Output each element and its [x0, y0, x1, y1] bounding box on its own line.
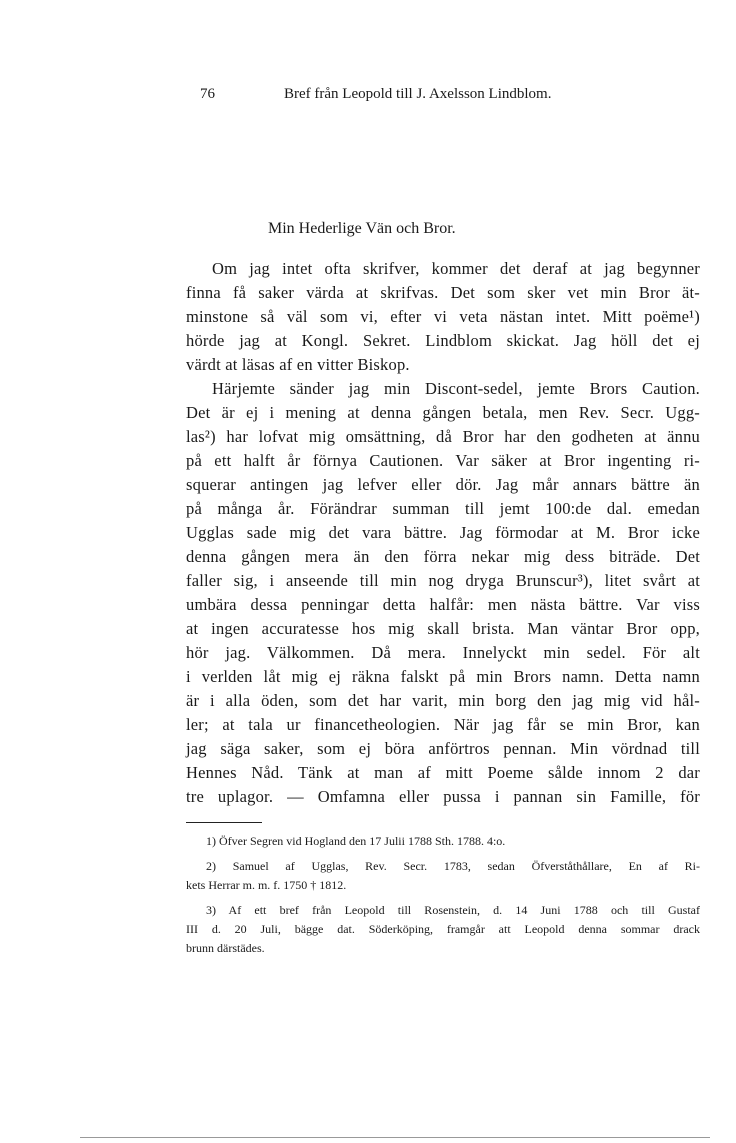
body-line: jag säga saker, som ej böra anförtros pennan. Min vördnad till — [186, 739, 700, 758]
body-line: på många år. Förändrar summan till jemt 100:de dal. emedan — [186, 499, 700, 518]
body-line: hör jag. Välkommen. Då mera. Innelyckt min sedel. För alt — [186, 643, 700, 662]
body-line: i verlden låt mig ej räkna falskt på min Brors namn. Detta namn — [186, 667, 700, 686]
letter-salutation: Min Hederlige Vän och Bror. — [268, 220, 456, 237]
body-line: Härjemte sänder jag min Discont-sedel, jemte Brors Caution. — [212, 379, 700, 398]
body-line: Det är ej i mening at denna gången betala, men Rev. Secr. Ugg- — [186, 403, 700, 422]
body-line: finna få saker värda at skrifvas. Det som sker vet min Bror ät- — [186, 283, 700, 302]
body-line: minstone så väl som vi, efter vi veta nästan intet. Mitt poëme¹) — [186, 307, 700, 326]
body-line: Ugglas sade mig det vara bättre. Jag förmodar at M. Bror icke — [186, 523, 700, 542]
footnote: III d. 20 Juli, bägge dat. Söderköping, framgår att Leopold denna sommar drack — [186, 922, 700, 936]
body-line: denna gången mera än den förra nekar mig dess biträde. Det — [186, 547, 700, 566]
body-line: ler; at tala ur financetheologien. När jag får se min Bror, kan — [186, 715, 700, 734]
footnote: brunn därstädes. — [186, 941, 265, 955]
body-line: umbära dessa penningar detta halfår: men nästa bättre. Var viss — [186, 595, 700, 614]
body-line: squerar antingen jag lefver eller dör. Jag mår annars bättre än — [186, 475, 700, 494]
footnote: 1) Öfver Segren vid Hogland den 17 Julii 1788 Sth. 1788. 4:o. — [206, 834, 506, 848]
footnote-divider — [186, 822, 262, 823]
footnote: kets Herrar m. m. f. 1750 † 1812. — [186, 878, 347, 892]
page-number: 76 — [200, 86, 215, 102]
body-line: hörde jag at Kongl. Sekret. Lindblom skickat. Jag höll det ej — [186, 331, 700, 350]
body-line: Om jag intet ofta skrifver, kommer det deraf at jag begynner — [212, 259, 700, 278]
body-line: at ingen accuratesse hos mig skall brista. Man väntar Bror opp, — [186, 619, 700, 638]
scan-edge-line — [80, 1137, 710, 1138]
footnote: 2) Samuel af Ugglas, Rev. Secr. 1783, sedan Öfverståthållare, En af Ri- — [206, 859, 700, 873]
body-line: är i alla öden, som det har varit, min borg den jag mig vid hål- — [186, 691, 700, 710]
body-line: Hennes Nåd. Tänk at man af mitt Poeme sålde innom 2 dar — [186, 763, 700, 782]
body-line: tre uplagor. — Omfamna eller pussa i pannan sin Famille, för — [186, 787, 700, 806]
body-line: värdt at läsas af en vitter Biskop. — [186, 355, 410, 374]
footnote: 3) Af ett bref från Leopold till Rosenstein, d. 14 Juni 1788 och till Gustaf — [206, 903, 700, 917]
body-line: las²) har lofvat mig omsättning, då Bror har den godheten at ännu — [186, 427, 700, 446]
running-title: Bref från Leopold till J. Axelsson Lindblom. — [284, 86, 552, 102]
body-line: faller sig, i anseende till min nog dryga Brunscur³), litet svårt at — [186, 571, 700, 590]
body-line: på ett halft år förnya Cautionen. Var säker at Bror ingenting ri- — [186, 451, 700, 470]
